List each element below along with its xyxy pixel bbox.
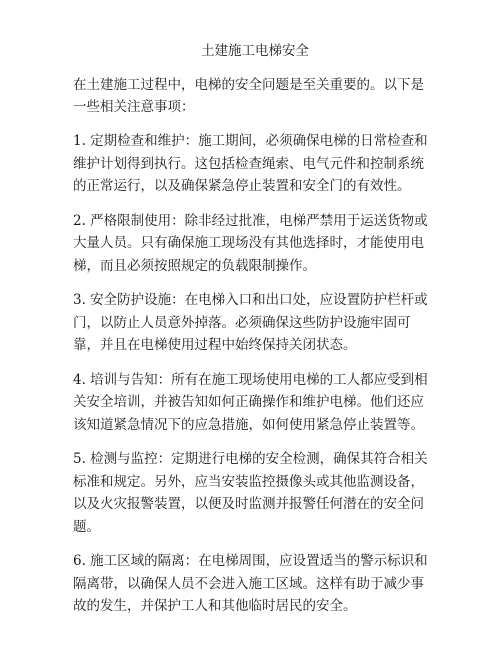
list-item-2: 2. 严格限制使用：除非经过批准，电梯严禁用于运送货物或大量人员。只有确保施工现场没有其他选择时，才能使用电梯，而且必须按照规定的负载限制操作。 bbox=[73, 212, 428, 274]
document-page bbox=[73, 40, 433, 630]
document-title: 土建施工电梯安全 bbox=[201, 43, 309, 59]
list-item-3: 3. 安全防护设施：在电梯入口和出口处，应设置防护栏杆或门，以防止人员意外掉落。必须确保这些防护设施牢固可靠，并且在电梯使用过程中始终保持关闭状态。 bbox=[73, 292, 428, 353]
list-item-6: 6. 施工区域的隔离：在电梯周围，应设置适当的警示标识和隔离带，以确保人员不会进入施工区域。这样有助于减少事故的发生，并保护工人和其他临时居民的安全。 bbox=[73, 553, 428, 614]
list-item-5: 5. 检测与监控：定期进行电梯的安全检测，确保其符合相关标准和规定。另外，应当安装监控摄像头或其他监测设备，以及火灾报警装置，以便及时监测并报警任何潜在的安全问题。 bbox=[73, 451, 428, 535]
list-item-4: 4. 培训与告知：所有在施工现场使用电梯的工人都应受到相关安全培训，并被告知如何正确操作和维护电梯。他们还应该知道紧急情况下的应急措施，如何使用紧急停止装置等。 bbox=[73, 371, 428, 433]
intro-paragraph: 在土建施工过程中，电梯的安全问题是至关重要的。以下是一些相关注意事项： bbox=[73, 77, 424, 115]
list-item-1: 1. 定期检查和维护：施工期间，必须确保电梯的日常检查和维护计划得到执行。这包括检查绳索、电气元件和控制系统的正常运行，以及确保紧急停止装置和安全门的有效性。 bbox=[73, 133, 428, 194]
